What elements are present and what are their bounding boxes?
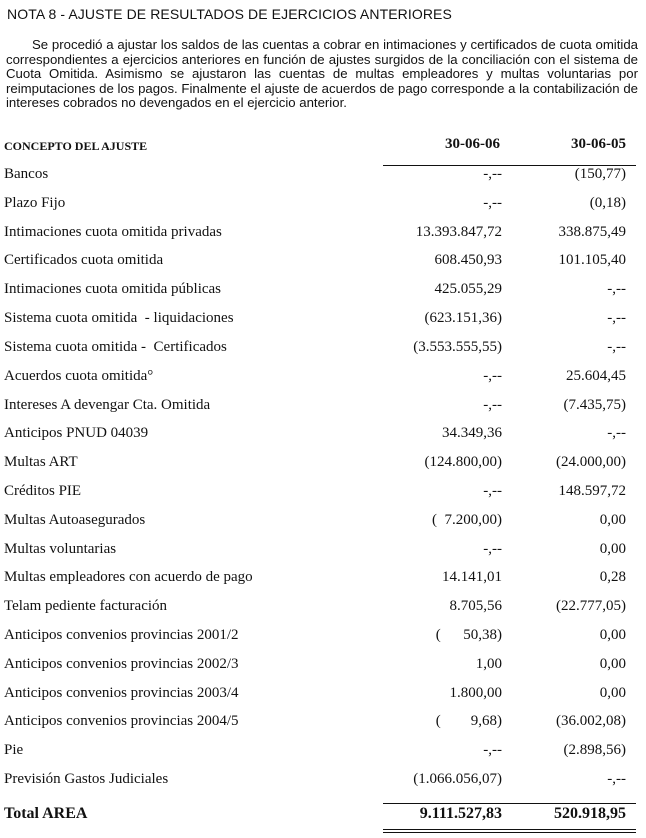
table-row bbox=[0, 306, 646, 335]
table-row bbox=[0, 479, 646, 508]
row-value-2006: -,-- bbox=[483, 194, 502, 211]
row-value-2006: 425.055,29 bbox=[434, 281, 502, 298]
row-value-2005: (2.898,56) bbox=[563, 742, 626, 759]
row-value-2005: (24.000,00) bbox=[556, 454, 626, 471]
row-value-2006: 1.800,00 bbox=[449, 684, 502, 701]
adjustments-table bbox=[0, 162, 646, 796]
row-concept: Anticipos convenios provincias 2002/3 bbox=[4, 655, 239, 672]
row-value-2005: 338.875,49 bbox=[558, 223, 626, 240]
row-concept: Previsión Gastos Judiciales bbox=[4, 771, 169, 788]
row-concept: Anticipos convenios provincias 2001/2 bbox=[4, 627, 239, 643]
table-row bbox=[0, 421, 646, 450]
row-concept: Pie bbox=[4, 742, 24, 759]
row-value-2005: -,-- bbox=[607, 425, 626, 442]
row-value-2006: 1,00 bbox=[475, 655, 502, 672]
row-value-2005: (0,18) bbox=[589, 194, 626, 211]
table-row bbox=[0, 738, 646, 767]
total-label: Total AREA bbox=[4, 805, 88, 822]
header-col-2006: 30-06-06 bbox=[445, 136, 500, 152]
header-concept: CONCEPTO DEL AJUSTE bbox=[4, 139, 148, 153]
row-concept: Créditos PIE bbox=[4, 482, 82, 499]
row-value-2005: (22.777,05) bbox=[556, 598, 626, 615]
table-row bbox=[0, 594, 646, 623]
total-2005: 520.918,95 bbox=[554, 805, 626, 822]
row-concept: Anticipos convenios provincias 2004/5 bbox=[4, 713, 239, 730]
table-row bbox=[0, 709, 646, 738]
row-value-2005: (36.002,08) bbox=[556, 713, 626, 730]
table-row bbox=[0, 191, 646, 220]
row-value-2006: (1.066.056,07) bbox=[413, 771, 502, 788]
row-value-2006: (124.800,00) bbox=[424, 454, 502, 471]
row-concept: Anticipos PNUD 04039 bbox=[4, 425, 149, 442]
row-concept: Sistema cuota omitida - liquidaciones bbox=[4, 310, 234, 327]
table-row bbox=[0, 277, 646, 306]
row-value-2005: 101.105,40 bbox=[558, 252, 626, 269]
table-row bbox=[0, 248, 646, 277]
row-concept: Anticipos convenios provincias 2003/4 bbox=[4, 684, 239, 701]
row-concept: Acuerdos cuota omitida° bbox=[4, 367, 154, 384]
row-value-2005: -,-- bbox=[607, 281, 626, 298]
row-value-2006: ( 9,68) bbox=[435, 713, 502, 730]
row-value-2005: -,-- bbox=[607, 338, 626, 355]
row-value-2006: -,-- bbox=[483, 166, 502, 182]
row-concept: Multas ART bbox=[4, 454, 78, 471]
row-value-2006: -,-- bbox=[483, 742, 502, 759]
table-row bbox=[0, 450, 646, 479]
table-row bbox=[0, 767, 646, 796]
total-double-rule-1 bbox=[383, 829, 636, 830]
row-value-2005: 0,00 bbox=[599, 655, 626, 672]
row-value-2005: 0,00 bbox=[599, 684, 626, 701]
row-concept: Multas empleadores con acuerdo de pago bbox=[4, 569, 253, 586]
row-value-2005: (150,77) bbox=[574, 166, 626, 182]
table-row bbox=[0, 537, 646, 566]
row-concept: Intimaciones cuota omitida públicas bbox=[4, 281, 222, 298]
row-value-2006: 13.393.847,72 bbox=[415, 223, 502, 240]
table-row bbox=[0, 364, 646, 393]
row-concept: Telam pediente facturación bbox=[4, 598, 168, 615]
row-value-2006: -,-- bbox=[483, 482, 502, 499]
row-value-2005: (7.435,75) bbox=[563, 396, 626, 413]
table-row bbox=[0, 162, 646, 191]
row-concept: Multas Autoasegurados bbox=[4, 511, 146, 528]
table-row bbox=[0, 565, 646, 594]
row-value-2005: -,-- bbox=[607, 310, 626, 327]
row-value-2006: 34.349,36 bbox=[442, 425, 502, 442]
row-value-2006: -,-- bbox=[483, 540, 502, 557]
total-row bbox=[0, 802, 646, 828]
table-row bbox=[0, 220, 646, 249]
header-col-2005: 30-06-05 bbox=[571, 136, 626, 152]
row-concept: Plazo Fijo bbox=[4, 194, 66, 211]
table-row bbox=[0, 652, 646, 681]
row-value-2005: 0,00 bbox=[599, 627, 626, 643]
row-value-2006: (3.553.555,55) bbox=[413, 338, 502, 355]
row-concept: Bancos bbox=[4, 166, 49, 182]
row-concept: Intimaciones cuota omitida privadas bbox=[4, 223, 222, 240]
row-concept: Intereses A devengar Cta. Omitida bbox=[4, 396, 211, 413]
row-value-2006: -,-- bbox=[483, 396, 502, 413]
total-double-rule-2 bbox=[383, 832, 636, 833]
row-concept: Certificados cuota omitida bbox=[4, 252, 164, 269]
row-value-2005: 148.597,72 bbox=[558, 482, 626, 499]
total-2006: 9.111.527,83 bbox=[419, 805, 502, 822]
row-concept: Sistema cuota omitida - Certificados bbox=[4, 338, 227, 355]
table-row bbox=[0, 393, 646, 422]
row-concept: Multas voluntarias bbox=[4, 540, 117, 557]
note-title: NOTA 8 - AJUSTE DE RESULTADOS DE EJERCICIOS ANTERIORES bbox=[7, 6, 452, 22]
table-row bbox=[0, 508, 646, 537]
table-row bbox=[0, 335, 646, 364]
row-value-2006: -,-- bbox=[483, 367, 502, 384]
row-value-2005: -,-- bbox=[607, 771, 626, 788]
row-value-2006: ( 7.200,00) bbox=[432, 511, 502, 528]
row-value-2006: 14.141,01 bbox=[442, 569, 502, 586]
row-value-2005: 25.604,45 bbox=[566, 367, 626, 384]
row-value-2006: 608.450,93 bbox=[434, 252, 502, 269]
row-value-2005: 0,00 bbox=[599, 540, 626, 557]
row-value-2006: ( 50,38) bbox=[435, 627, 502, 643]
note-paragraph: Se procedió a ajustar los saldos de las cuentas a cobrar en intimaciones y certificados de cuota omitida correspondientes a ejercicios anteriores en función de ajustes surgidos de la conciliación con el sistema de Cuota Omitida. Asimismo se ajustaron las cuentas de multas empleadores y multas voluntarias por reimputaciones de los pagos. Finalmente el ajuste de acuerdos de pago corresponde a la contabilización de intereses cobrados no devengados en el ejercicio anterior. bbox=[6, 37, 638, 111]
row-value-2006: (623.151,36) bbox=[424, 310, 502, 327]
row-value-2005: 0,00 bbox=[599, 511, 626, 528]
table-row bbox=[0, 623, 646, 652]
table-row bbox=[0, 681, 646, 710]
row-value-2005: 0,28 bbox=[599, 569, 626, 586]
row-value-2006: 8.705,56 bbox=[449, 598, 502, 615]
